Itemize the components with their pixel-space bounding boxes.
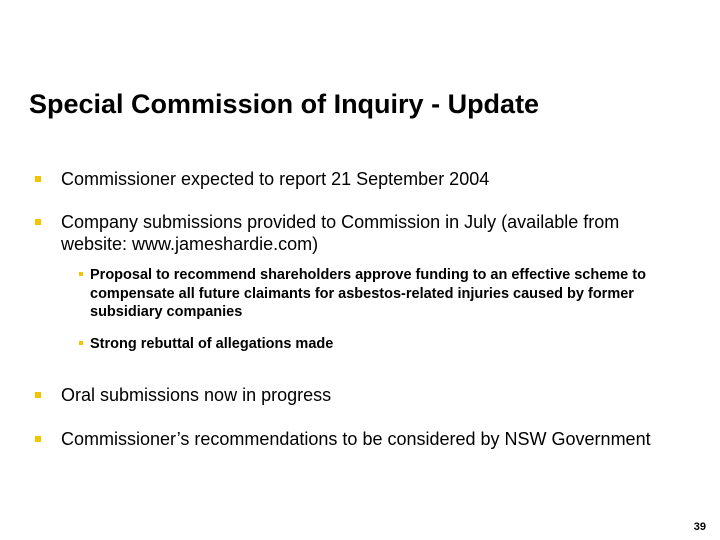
bullet-marker-icon: [35, 176, 41, 182]
sub-bullet-text: Proposal to recommend shareholders approve funding to an effective scheme to compensate all future claimants for asbestos-related injuries caused by former subsidiary companies: [90, 267, 646, 320]
bullet-item: [61, 168, 681, 190]
sub-bullet-item: [90, 266, 680, 322]
bullet-text: Oral submissions now in progress: [61, 385, 332, 405]
bullet-marker-icon: [35, 219, 41, 225]
sub-bullet-text: Strong rebuttal of allegations made: [90, 336, 334, 352]
bullet-item: [61, 428, 681, 450]
bullet-item: [61, 211, 681, 255]
slide-title: Special Commission of Inquiry - Update: [29, 89, 540, 119]
page-number: 39: [693, 521, 706, 533]
bullet-text: Commissioner’s recommendations to be considered by NSW Government: [61, 429, 651, 449]
sub-bullet-item: [90, 335, 680, 354]
bullet-marker-icon: [35, 392, 41, 398]
sub-bullet-marker-icon: [79, 341, 83, 345]
bullet-item: [61, 384, 681, 406]
bullet-marker-icon: [35, 436, 41, 442]
sub-bullet-marker-icon: [79, 272, 83, 276]
bullet-text: Commissioner expected to report 21 September 2004: [61, 169, 490, 189]
bullet-text: Company submissions provided to Commission in July (available from website: www.jameshardie.com): [61, 212, 620, 254]
